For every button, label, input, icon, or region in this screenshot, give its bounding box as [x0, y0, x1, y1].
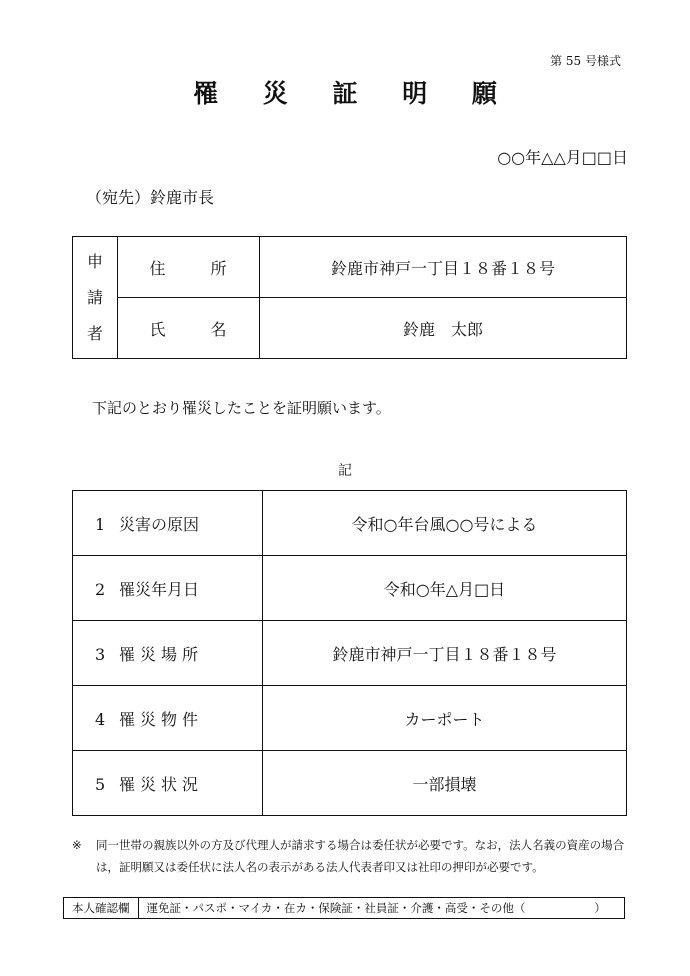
row-label: 罹災状況 — [119, 774, 204, 794]
row-number: 1 — [95, 514, 106, 534]
address-label: 住 所 — [118, 237, 260, 298]
document-date: ○○年△△月□□日 — [497, 148, 628, 167]
document-title: 罹 災 証 明 願 — [193, 79, 515, 108]
applicant-role-char: 申 — [86, 251, 103, 271]
identity-check-box — [63, 897, 625, 919]
name-value: 鈴鹿 太郎 — [260, 298, 627, 359]
row-value: カーポート — [263, 686, 627, 751]
applicant-role-char: 請 — [86, 287, 103, 307]
identity-check-options: 運免証・パスポ・マイカ・在カ・保険証・社員証・介護・高受・その他（ ） — [146, 901, 606, 915]
table-row — [73, 686, 627, 751]
row-label: 罹災場所 — [119, 644, 204, 664]
applicant-role-cell — [73, 237, 118, 359]
identity-check-label: 本人確認欄 — [64, 898, 139, 918]
row-number: 5 — [95, 774, 106, 794]
row-number: 4 — [95, 709, 106, 729]
row-label: 罹災年月日 — [119, 579, 200, 599]
table-row — [73, 491, 627, 556]
table-row — [73, 621, 627, 686]
row-value: 鈴鹿市神戸一丁目１８番１８号 — [263, 621, 627, 686]
table-row — [73, 751, 627, 816]
row-number: 2 — [95, 579, 106, 599]
ki-heading: 記 — [338, 463, 352, 479]
footnote — [72, 834, 632, 878]
intro-text: 下記のとおり罹災したことを証明願います。 — [92, 399, 391, 417]
name-label: 氏 名 — [118, 298, 260, 359]
addressee: （宛先）鈴鹿市長 — [86, 188, 215, 207]
row-label: 罹災物件 — [119, 709, 204, 729]
form-number: 第 55 号様式 — [550, 54, 621, 68]
row-value: 令和○年台風○○号による — [263, 491, 627, 556]
row-value: 令和○年△月□日 — [263, 556, 627, 621]
table-row — [73, 556, 627, 621]
row-value: 一部損壊 — [263, 751, 627, 816]
note-mark: ※ — [72, 838, 82, 852]
row-label: 災害の原因 — [119, 514, 200, 534]
row-number: 3 — [95, 644, 106, 664]
address-value: 鈴鹿市神戸一丁目１８番１８号 — [260, 237, 627, 298]
note-text: 同一世帯の親族以外の方及び代理人が請求する場合は委任状が必要です。なお，法人名義の資産の場合は，証明願又は委任状に法人名の表示がある法人代表者印又は社印の押印が必要です。 — [96, 838, 625, 874]
records-table — [72, 490, 627, 816]
applicant-role-char: 者 — [86, 323, 103, 343]
applicant-table — [72, 236, 627, 359]
